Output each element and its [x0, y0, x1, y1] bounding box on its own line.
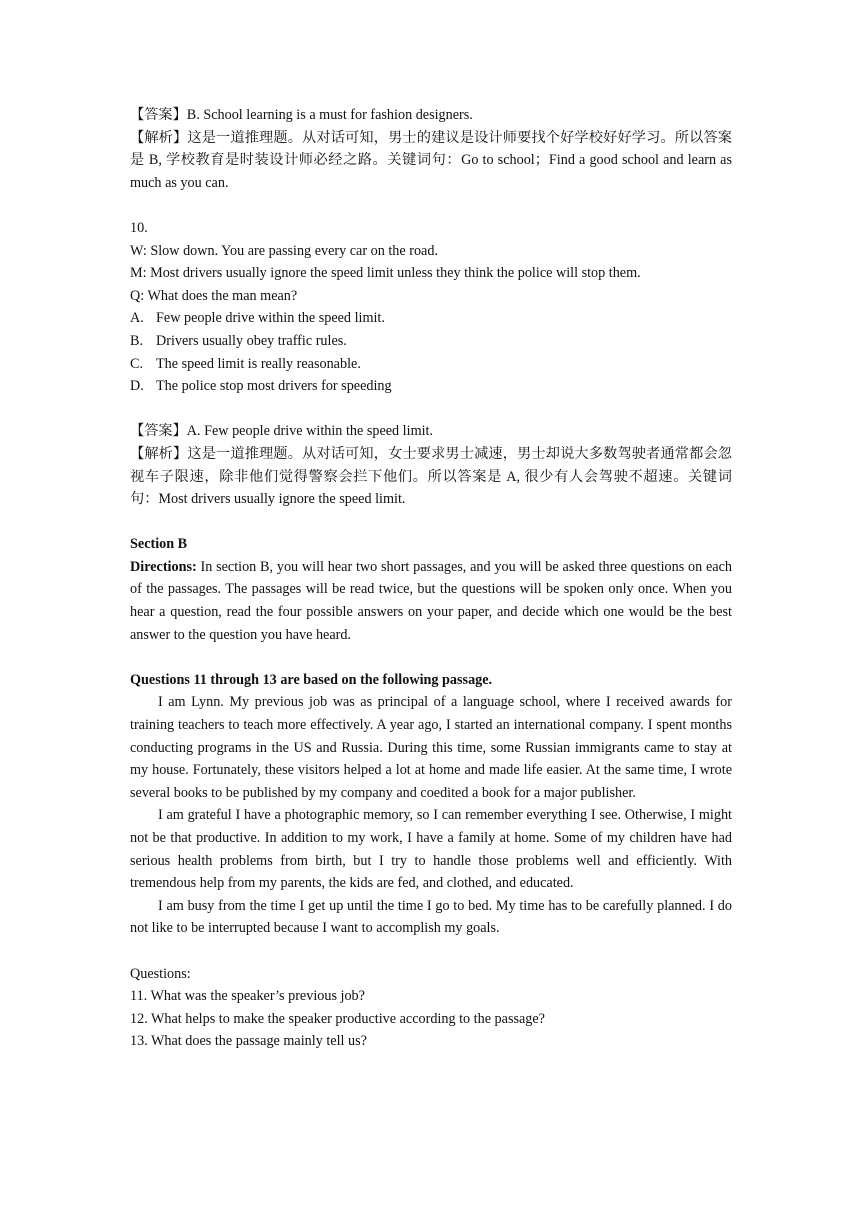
option-text: The speed limit is really reasonable.: [156, 355, 361, 372]
directions-label: Directions:: [130, 558, 197, 575]
analysis-10: [130, 443, 732, 511]
passage-paragraph-2: I am grateful I have a photographic memory, so I can remember everything I see. Otherwise, I might not be that productive. In addition to my work, I have a family at home. Some of my children have had serious health problems from birth, but I try to handle those problems well and efficiently. With tremendous help from my parents, the kids are fed, and clothed, and educated.: [130, 807, 732, 892]
answer-tag: 【答案】: [130, 423, 187, 440]
questions-label: Questions:: [130, 965, 191, 982]
option-text: Few people drive within the speed limit.: [156, 310, 385, 327]
option-letter: D.: [130, 378, 144, 395]
analysis-tag: 【解析】: [130, 129, 188, 146]
question-10-number: 10.: [130, 219, 148, 236]
analysis-9: [130, 127, 732, 195]
analysis-text: 这是一道推理题。从对话可知，男士的建议是设计师要找个好学校好好学习。所以答案是 B, 学校教育是时装设计师必经之路。关键词句：Go to school；Find a good school and learn as much as you can.: [130, 129, 732, 191]
question-item-13: 13. What does the passage mainly tell us?: [130, 1033, 367, 1050]
passage-paragraph-1: I am Lynn. My previous job was as principal of a language school, where I received awards for training teachers to teach more effectively. A year ago, I started an international company. I spent months conducting programs in the US and Russia. During this time, some Russian immigrants came to stay at my house. Fortunately, these visitors helped a lot at home and made life easier. At the same time, I wrote several books to be published by my company and coedited a book for a major publisher.: [130, 694, 732, 801]
analysis-text: 这是一道推理题。从对话可知，女士要求男士减速，男士却说大多数驾驶者通常都会忽视车子限速，除非他们觉得警察会拦下他们。所以答案是 A, 很少有人会驾驶不超速。关键词句：Most drivers usually ignore the speed limit.: [130, 445, 732, 508]
option-letter: B.: [130, 332, 144, 349]
option-a: [130, 307, 732, 330]
answer-text: B. School learning is a must for fashion designers.: [186, 107, 473, 123]
option-text: The police stop most drivers for speeding: [156, 378, 392, 395]
section-b-directions: [130, 556, 732, 646]
answer-9: [130, 104, 732, 127]
document-page: [130, 104, 732, 1053]
directions-text: In section B, you will hear two short passages, and you will be asked three questions on each of the passages. The passages will be read twice, but the questions will be spoken only once. When you hear a question, read the four possible answers on your paper, and decide which one would be the best answer to the question you have heard.: [130, 558, 732, 643]
analysis-tag: 【解析】: [130, 445, 188, 462]
option-c: [130, 353, 732, 376]
dialogue-woman: W: Slow down. You are passing every car on the road.: [130, 242, 438, 259]
option-d: [130, 375, 732, 398]
option-letter: C.: [130, 355, 144, 372]
answer-tag: 【答案】: [130, 107, 187, 123]
option-b: [130, 330, 732, 353]
option-letter: A.: [130, 310, 144, 327]
question-item-11: 11. What was the speaker’s previous job?: [130, 988, 365, 1005]
dialogue-man: M: Most drivers usually ignore the speed limit unless they think the police will stop them.: [130, 265, 641, 282]
question-item-12: 12. What helps to make the speaker productive according to the passage?: [130, 1010, 545, 1027]
question-prompt: Q: What does the man mean?: [130, 287, 298, 304]
passage-paragraph-3: I am busy from the time I get up until the time I go to bed. My time has to be carefully planned. I do not like to be interrupted because I want to accomplish my goals.: [130, 897, 732, 937]
passage-heading: Questions 11 through 13 are based on the following passage.: [130, 671, 493, 688]
section-b-title: Section B: [130, 536, 188, 553]
answer-text: A. Few people drive within the speed limit.: [186, 423, 434, 440]
option-text: Drivers usually obey traffic rules.: [156, 332, 347, 349]
answer-10: [130, 420, 732, 443]
